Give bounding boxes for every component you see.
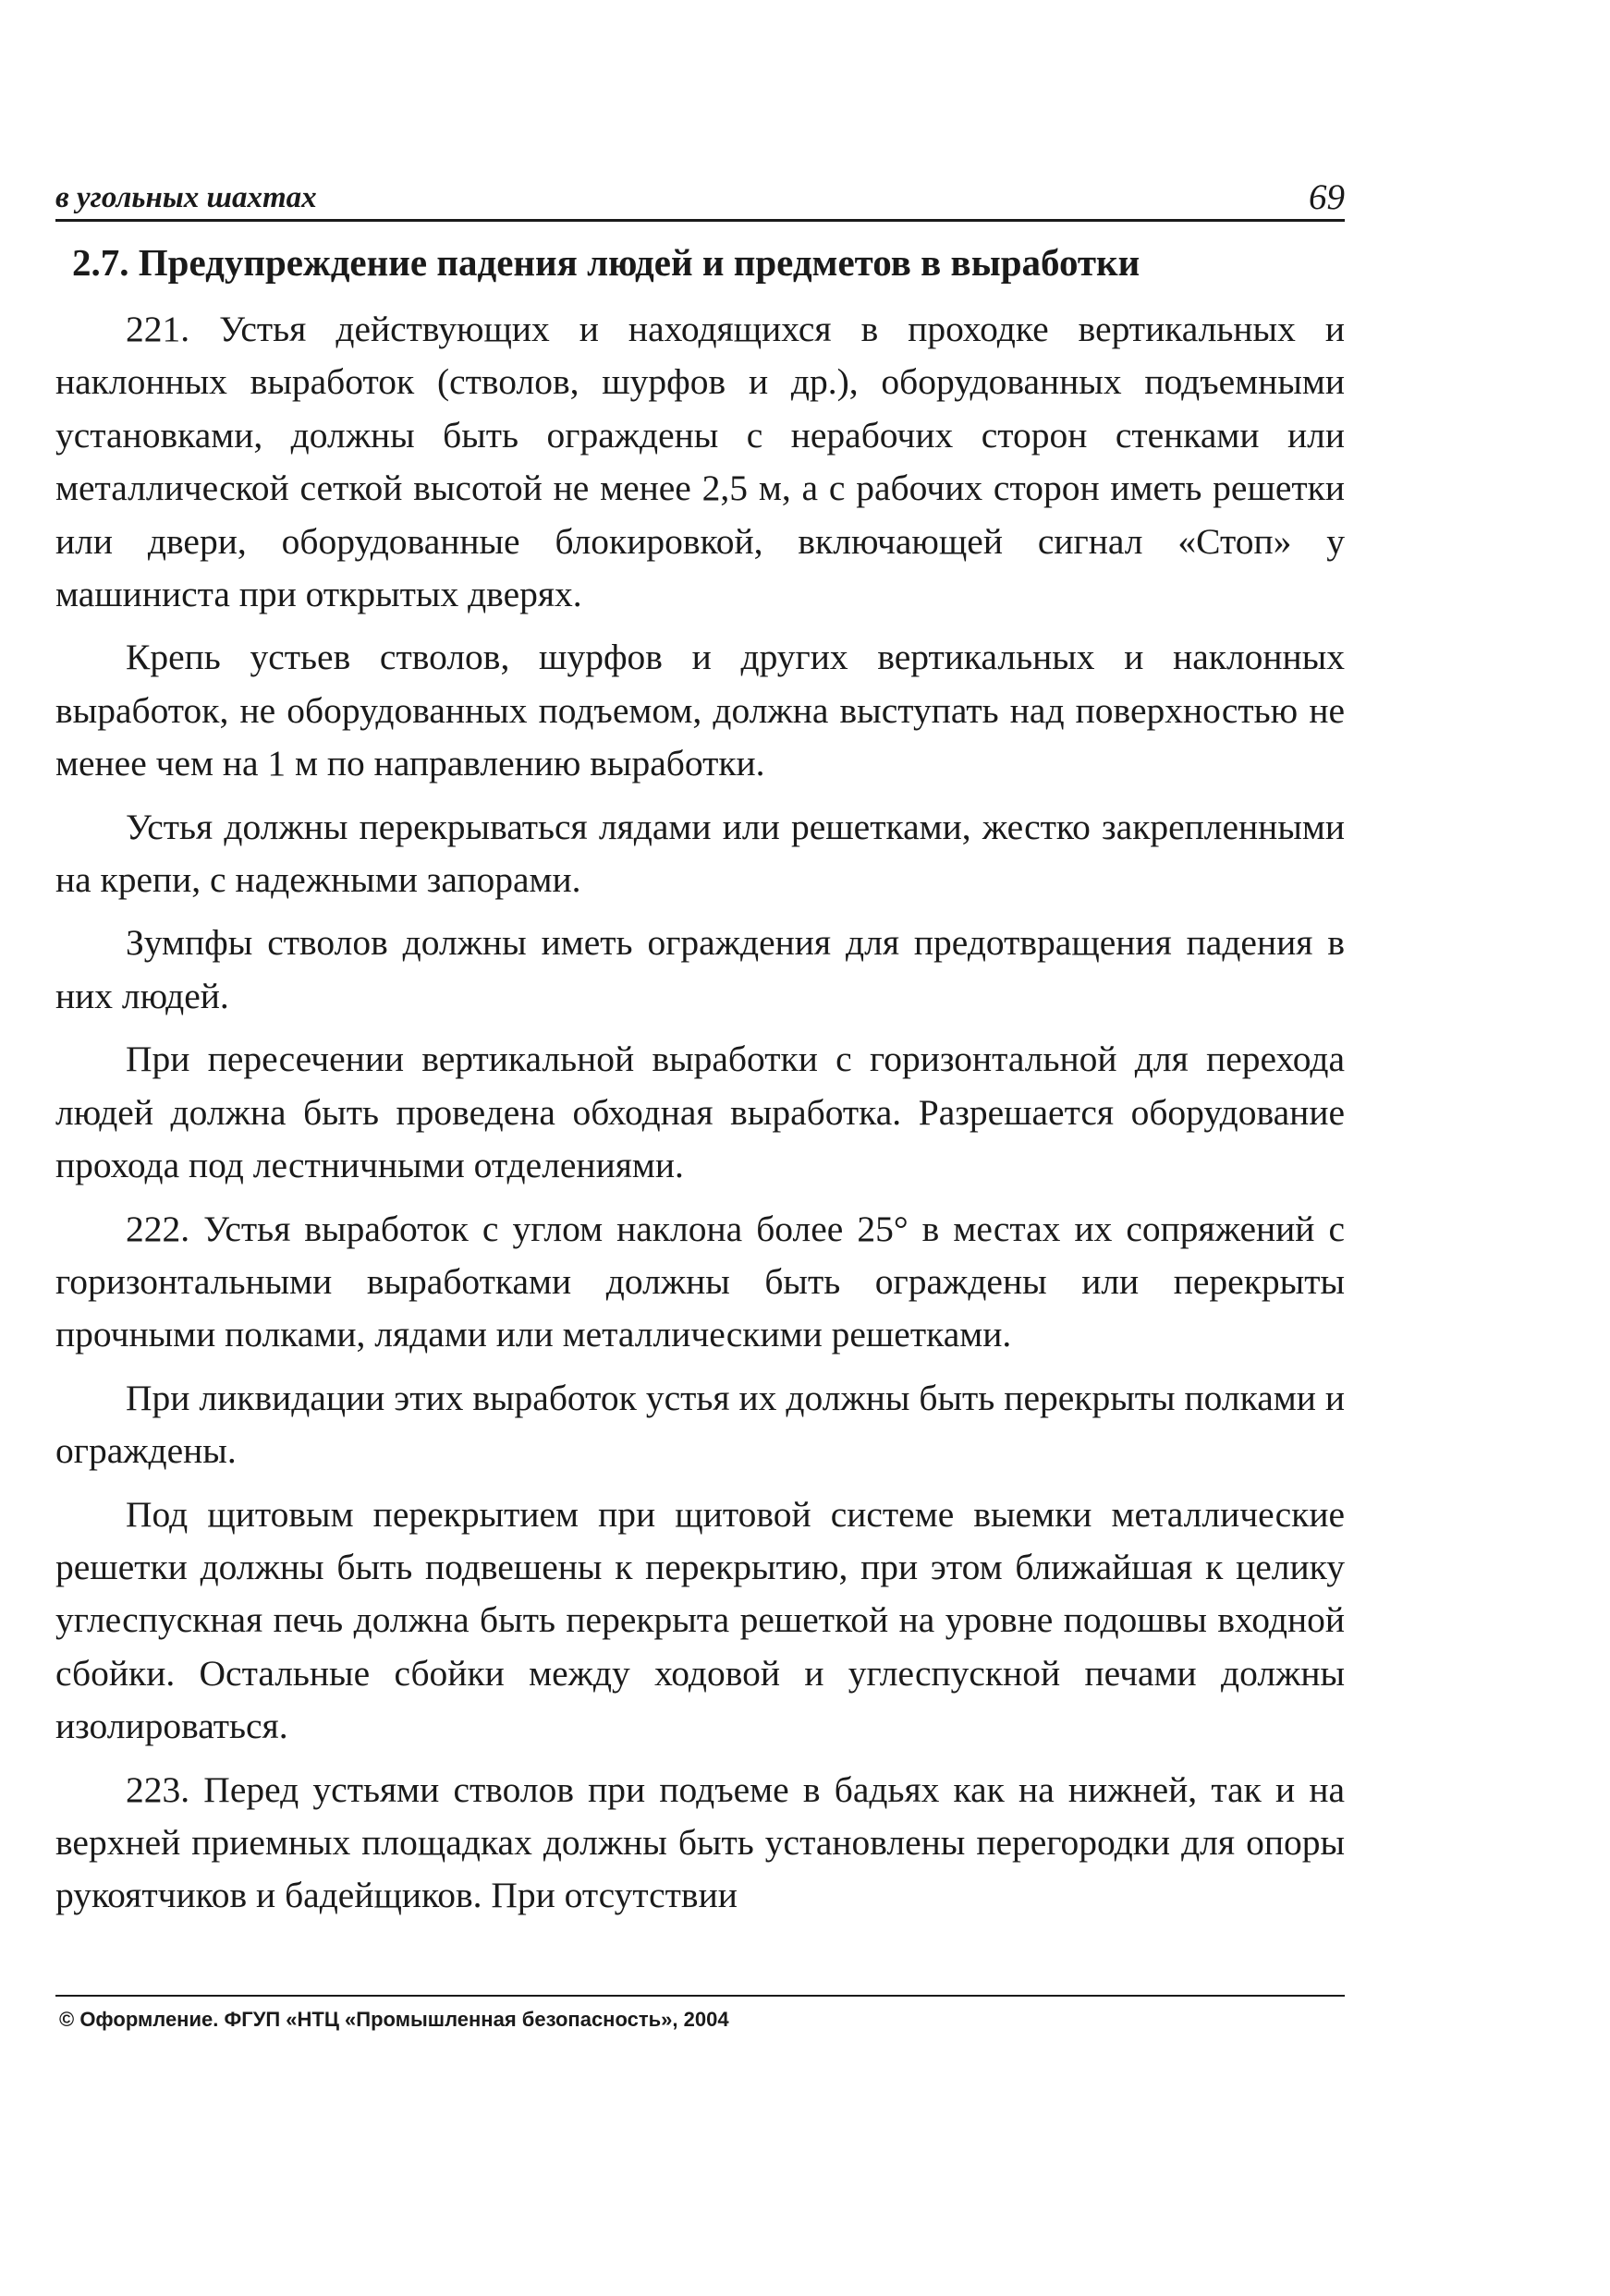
section-heading: 2.7. Предупреждение падения людей и предметов в выработки bbox=[72, 241, 1140, 284]
paragraph-222: 222. Устья выработок с углом наклона более 25° в местах их сопряжений с горизонтальными выработками должны быть ограждены или перекрыты прочными полками, лядами или металлическими решетками. bbox=[55, 1208, 1345, 1355]
paragraph-221: 221. Устья действующих и находящихся в проходке вертикальных и наклонных выработок (стволов, шурфов и др.), оборудованных подъемными установками, должны быть ограждены с нерабочих сторон стенками или металлической сеткой высотой не менее 2,5 м, а с рабочих сторон иметь решетки или двери, оборудованные блокировкой, включающей сигнал «Стоп» у машиниста при открытых дверях. bbox=[55, 309, 1345, 615]
copyright-notice: © Оформление. ФГУП «НТЦ «Промышленная безопасность», 2004 bbox=[59, 2008, 729, 2031]
paragraph: Устья должны перекрываться лядами или решетками, жестко закрепленными на крепи, с надежными запорами. bbox=[55, 806, 1345, 901]
paragraph: Зумпфы стволов должны иметь ограждения для предотвращения падения в них людей. bbox=[55, 922, 1345, 1016]
footer-rule bbox=[55, 1995, 1345, 1997]
paragraph: При пересечении вертикальной выработки с горизонтальной для перехода людей должна быть проведена обходная выработка. Разрешается оборудование прохода под лестничными отделениями. bbox=[55, 1039, 1345, 1186]
paragraph: Под щитовым перекрытием при щитовой системе выемки металлические решетки должны быть подвешены к перекрытию, при этом ближайшая к целику углеспускная печь должна быть перекрыта решеткой на уровне подошвы входной сбойки. Остальные сбойки между ходовой и углеспускной печами должны изолироваться. bbox=[55, 1493, 1345, 1747]
page-number: 69 bbox=[1309, 177, 1345, 217]
paragraph: Крепь устьев стволов, шурфов и других вертикальных и наклонных выработок, не оборудованных подъемом, должна выступать над поверхностью не менее чем на 1 м по направлению выработки. bbox=[55, 637, 1345, 784]
page-footer bbox=[55, 1995, 1345, 2032]
running-title: в угольных шахтах bbox=[55, 181, 317, 214]
paragraph-223: 223. Перед устьями стволов при подъеме в бадьях как на нижней, так и на верхней приемных площадках должны быть установлены перегородки для опоры рукоятчиков и бадейщиков. При отсутствии bbox=[55, 1768, 1345, 1916]
body-text bbox=[55, 303, 1345, 1923]
running-header bbox=[55, 171, 1345, 222]
page bbox=[55, 171, 1345, 1933]
paragraph: При ликвидации этих выработок устья их должны быть перекрыты полками и ограждены. bbox=[55, 1377, 1345, 1472]
